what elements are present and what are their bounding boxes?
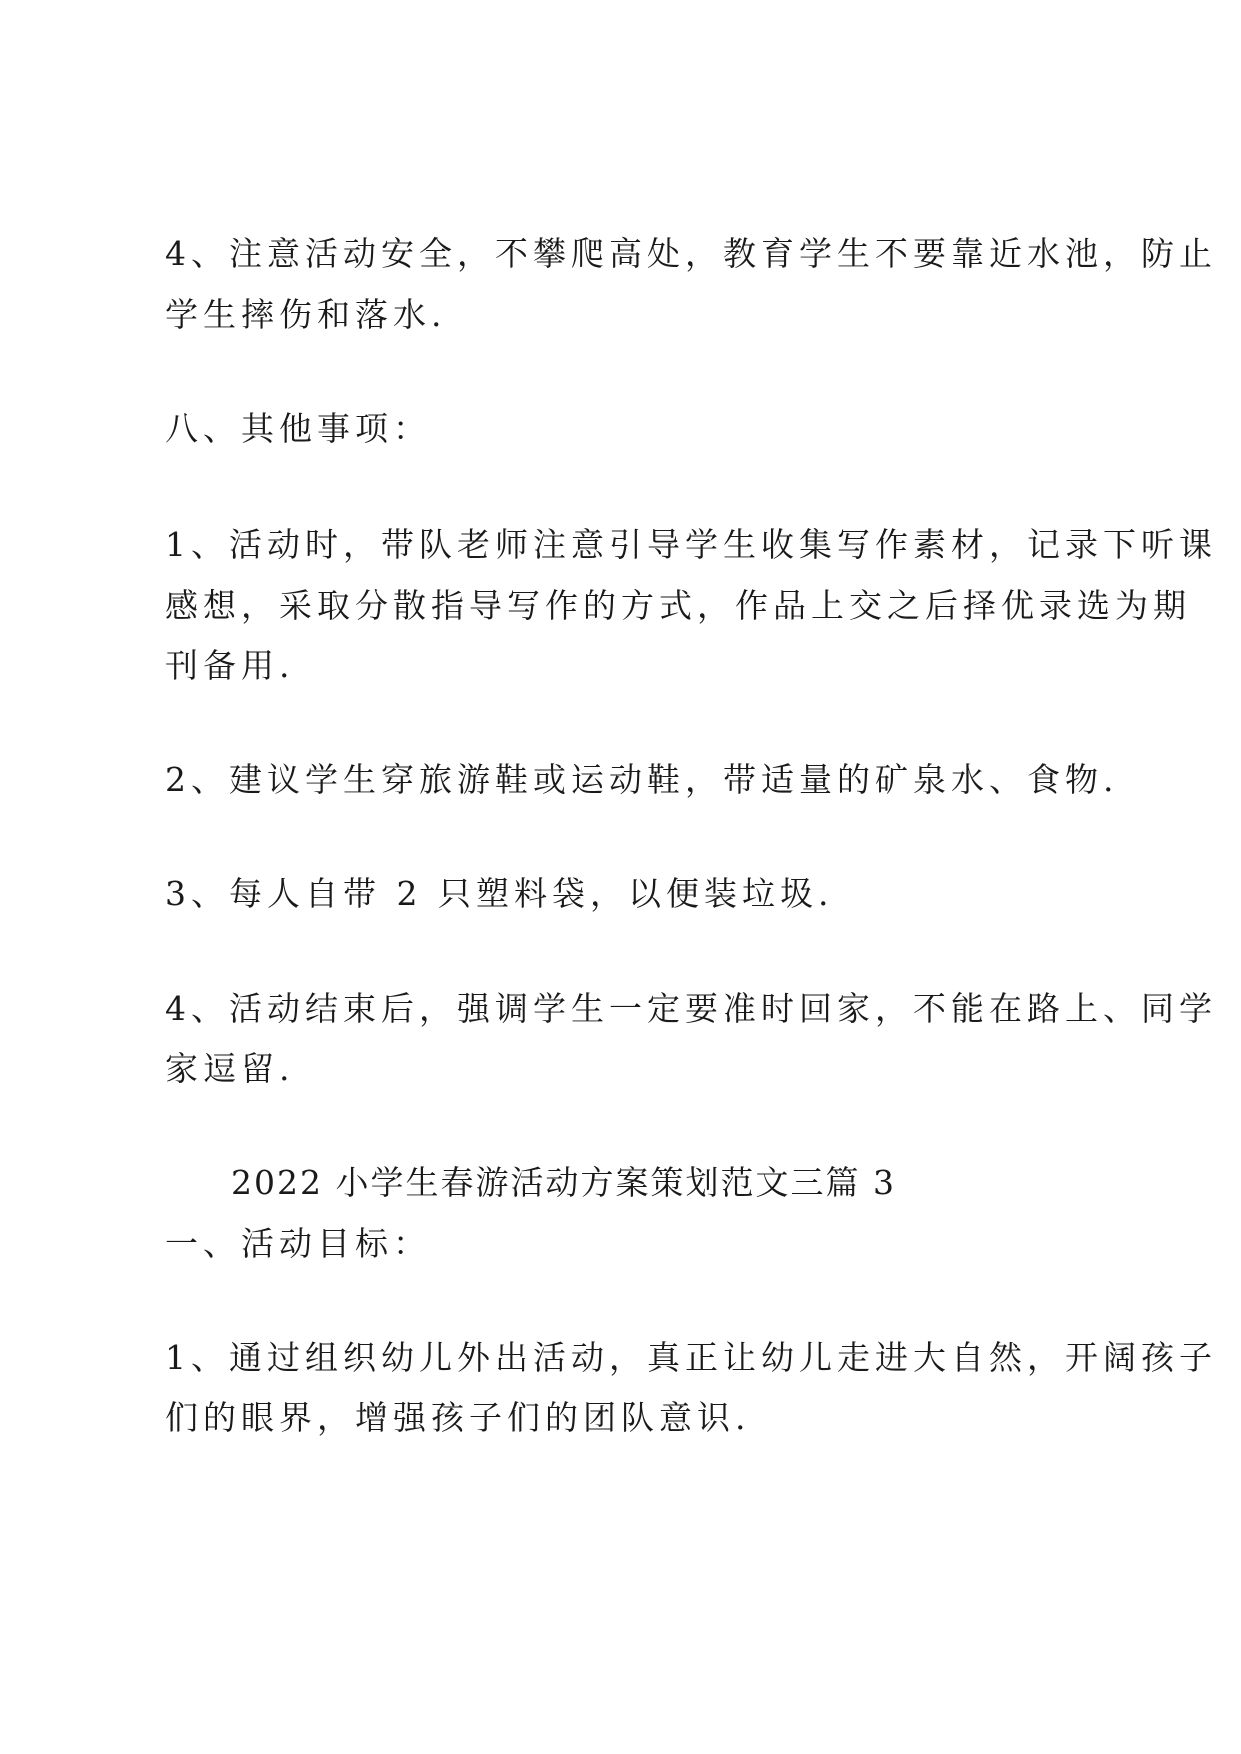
paragraph-line: 们的眼界，增强孩子们的团队意识. [165, 1398, 751, 1437]
paragraph-line: 刊备用. [165, 646, 295, 685]
section-heading: 一、活动目标： [165, 1224, 431, 1263]
paragraph-line: 感想，采取分散指导写作的方式，作品上交之后择优录选为期 [165, 586, 1191, 625]
document-title: 2022 小学生春游活动方案策划范文三篇 3 [231, 1163, 896, 1202]
paragraph-line: 2、建议学生穿旅游鞋或运动鞋，带适量的矿泉水、食物. [165, 760, 1119, 799]
paragraph-line: 4、活动结束后，强调学生一定要准时回家，不能在路上、同学 [165, 989, 1217, 1028]
paragraph-line: 家逗留. [165, 1049, 295, 1088]
paragraph-line: 3、每人自带 2 只塑料袋，以便装垃圾. [165, 874, 834, 913]
paragraph-line: 1、通过组织幼儿外出活动，真正让幼儿走进大自然，开阔孩子 [165, 1338, 1217, 1377]
section-heading: 八、其他事项： [165, 409, 431, 448]
paragraph-line: 学生摔伤和落水. [165, 295, 447, 334]
paragraph-line: 1、活动时，带队老师注意引导学生收集写作素材，记录下听课 [165, 525, 1217, 564]
paragraph-line: 4、注意活动安全，不攀爬高处，教育学生不要靠近水池，防止 [165, 234, 1217, 273]
